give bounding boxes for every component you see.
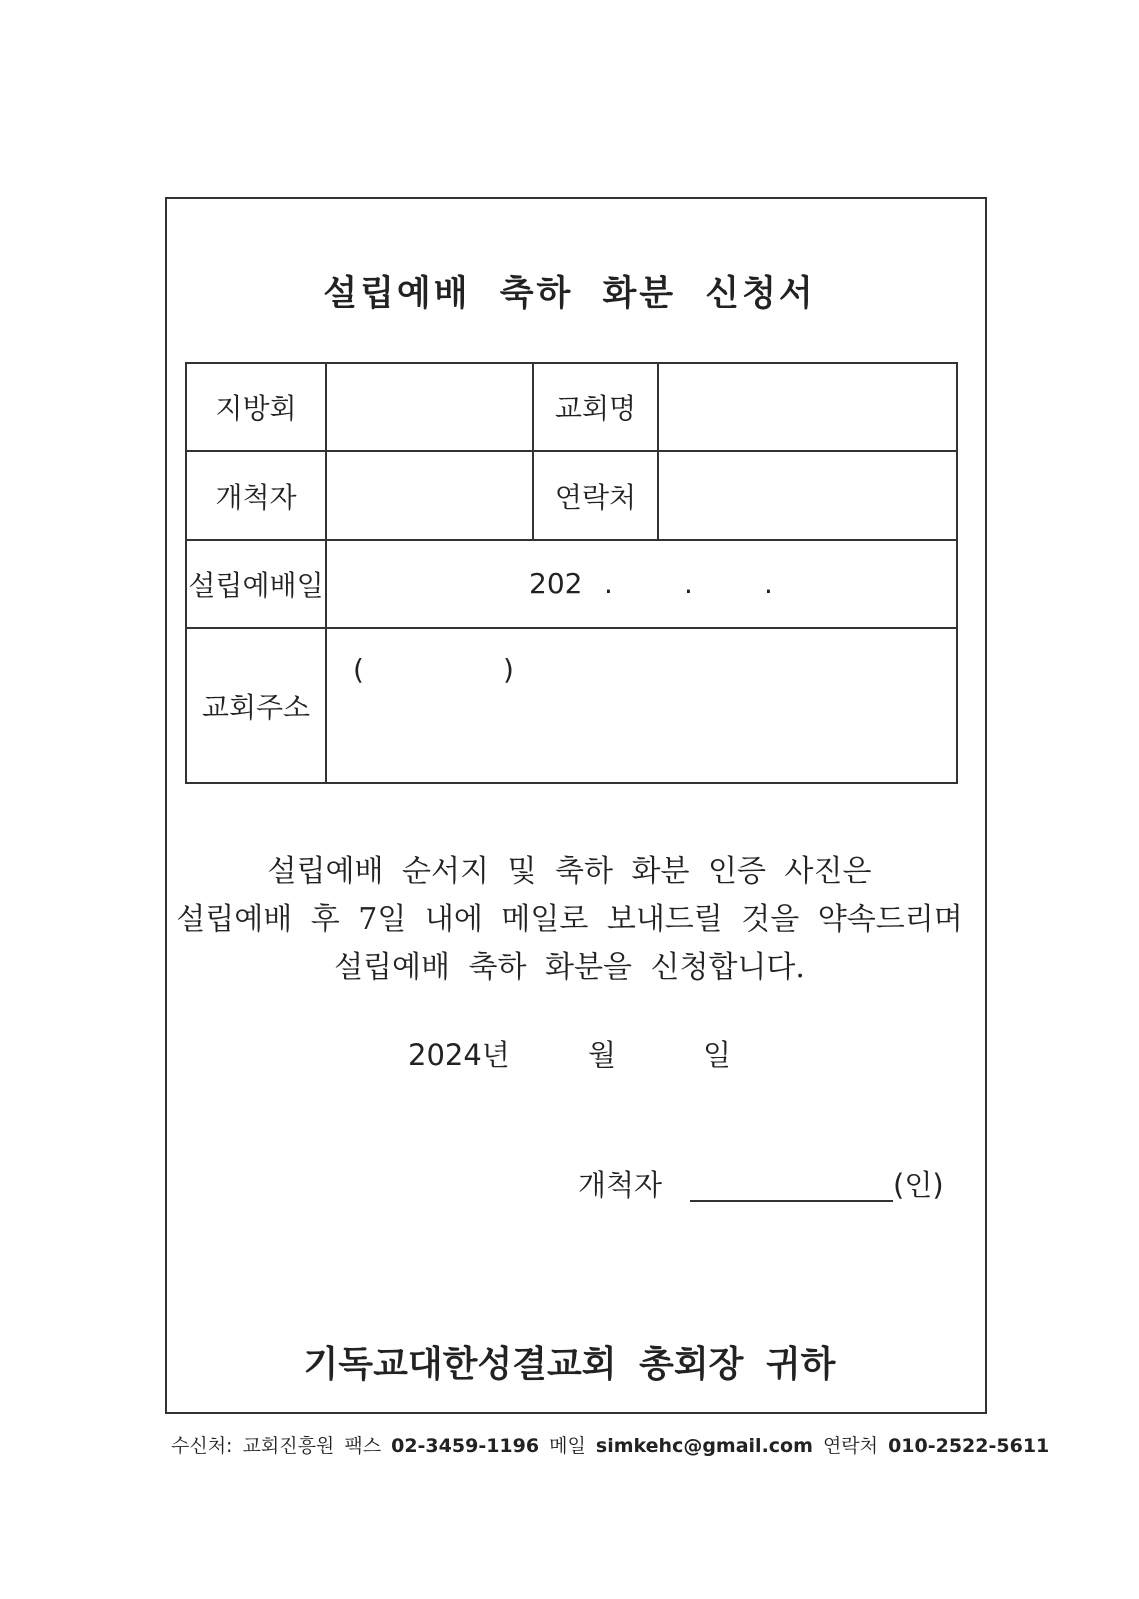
date-separator-day: .: [764, 566, 773, 600]
founding-date-year: 202: [529, 566, 583, 600]
footer-email-label: 메일: [549, 1435, 586, 1457]
postal-code-paren-open: (: [353, 653, 364, 687]
district-label: 지방회: [186, 363, 326, 451]
footer-contact: [171, 1431, 1053, 1458]
contact-field[interactable]: [658, 451, 957, 539]
pledge-line-2: 설립예배 후 7일 내에 메일로 보내드릴 것을 약속드리며: [176, 902, 963, 937]
signature-line[interactable]: [690, 1200, 893, 1202]
application-month: 월: [588, 1038, 617, 1072]
church-name-field[interactable]: [658, 363, 957, 451]
footer-fax-label: 팩스: [344, 1435, 382, 1457]
addressee: 기독교대한성결교회 총회장 귀하: [303, 1343, 836, 1385]
footer-phone-label: 연락처: [822, 1435, 879, 1457]
application-table: [185, 362, 958, 784]
district-field[interactable]: [326, 363, 533, 451]
pioneer-label: 개척자: [186, 451, 326, 539]
address-label: 교회주소: [186, 628, 326, 783]
footer-fax: 02-3459-1196: [391, 1435, 540, 1457]
pledge-line-3: 설립예배 축하 화분을 신청합니다.: [334, 950, 805, 985]
postal-code-paren-close: ): [503, 653, 514, 687]
signer-label: 개척자: [578, 1168, 663, 1202]
pioneer-field[interactable]: [326, 451, 533, 539]
footer-recipient-label: 수신처:: [171, 1435, 233, 1457]
application-day: 일: [703, 1038, 732, 1072]
footer-phone: 010-2522-5611: [888, 1435, 1050, 1457]
contact-label: 연락처: [533, 451, 658, 539]
seal-mark: (인): [893, 1168, 944, 1202]
address-field[interactable]: [326, 628, 957, 783]
founding-date-field[interactable]: [326, 540, 957, 628]
founding-date-label: 설립예배일: [186, 540, 326, 628]
form-title: 설립예배 축하 화분 신청서: [323, 274, 816, 314]
pledge-text: [0, 848, 1139, 992]
pledge-line-1: 설립예배 순서지 및 축하 화분 인증 사진은: [267, 854, 872, 889]
footer-recipient: 교회진흥원: [242, 1435, 335, 1457]
church-name-label: 교회명: [533, 363, 658, 451]
date-separator-month: .: [684, 566, 693, 600]
date-separator-year: .: [604, 566, 613, 600]
application-year: 2024년: [408, 1038, 510, 1072]
footer-email[interactable]: simkehc@gmail.com: [595, 1435, 813, 1457]
